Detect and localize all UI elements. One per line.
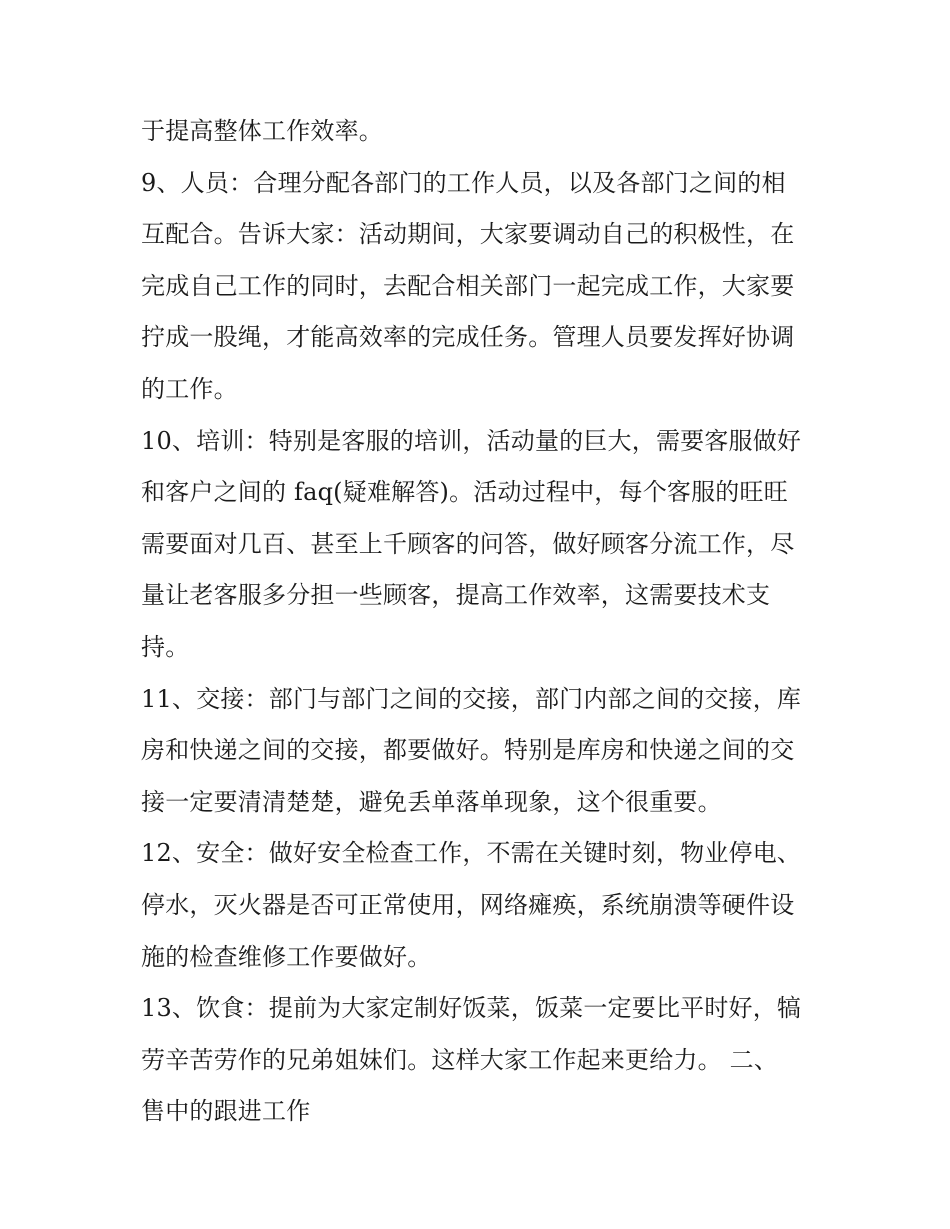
text-line: 9、人员：合理分配各部门的工作人员，以及各部门之间的相 bbox=[141, 168, 786, 197]
text-line: 房和快递之间的交接，都要做好。特别是库房和快递之间的交 bbox=[141, 736, 795, 765]
text-line: 停水，灭火器是否可正常使用，网络瘫痪，系统崩溃等硬件设 bbox=[141, 890, 795, 919]
text-line: 售中的跟进工作 bbox=[141, 1097, 311, 1126]
text-line: 10、培训：特别是客服的培训，活动量的巨大，需要客服做好 bbox=[141, 426, 802, 455]
text-line: 互配合。告诉大家：活动期间，大家要调动自己的积极性，在 bbox=[141, 220, 795, 249]
text-line: 接一定要清清楚楚，避免丢单落单现象，这个很重要。 bbox=[141, 787, 722, 816]
text-line: 于提高整体工作效率。 bbox=[141, 117, 383, 145]
text-line: 拧成一股绳，才能高效率的完成任务。管理人员要发挥好协调 bbox=[141, 323, 795, 352]
text-line: 13、饮食：提前为大家定制好饭菜，饭菜一定要比平时好，犒 bbox=[141, 994, 802, 1023]
text-line: 的工作。 bbox=[141, 374, 238, 403]
text-line: 需要面对几百、甚至上千顾客的问答，做好顾客分流工作，尽 bbox=[141, 529, 795, 558]
text-line: 完成自己工作的同时，去配合相关部门一起完成工作，大家要 bbox=[141, 271, 795, 300]
text-line: 12、安全：做好安全检查工作，不需在关键时刻，物业停电、 bbox=[141, 839, 802, 868]
text-line: 持。 bbox=[141, 632, 190, 661]
text-line: 11、交接：部门与部门之间的交接，部门内部之间的交接，库 bbox=[141, 684, 802, 713]
document-body bbox=[141, 106, 821, 1138]
text-line: 量让老客服多分担一些顾客，提高工作效率，这需要技术支 bbox=[141, 581, 771, 610]
text-line: 施的检查维修工作要做好。 bbox=[141, 942, 432, 971]
text-line: 劳辛苦劳作的兄弟姐妹们。这样大家工作起来更给力。 二、 bbox=[141, 1045, 779, 1074]
text-line: 和客户之间的 faq(疑难解答)。活动过程中，每个客服的旺旺 bbox=[141, 478, 788, 507]
